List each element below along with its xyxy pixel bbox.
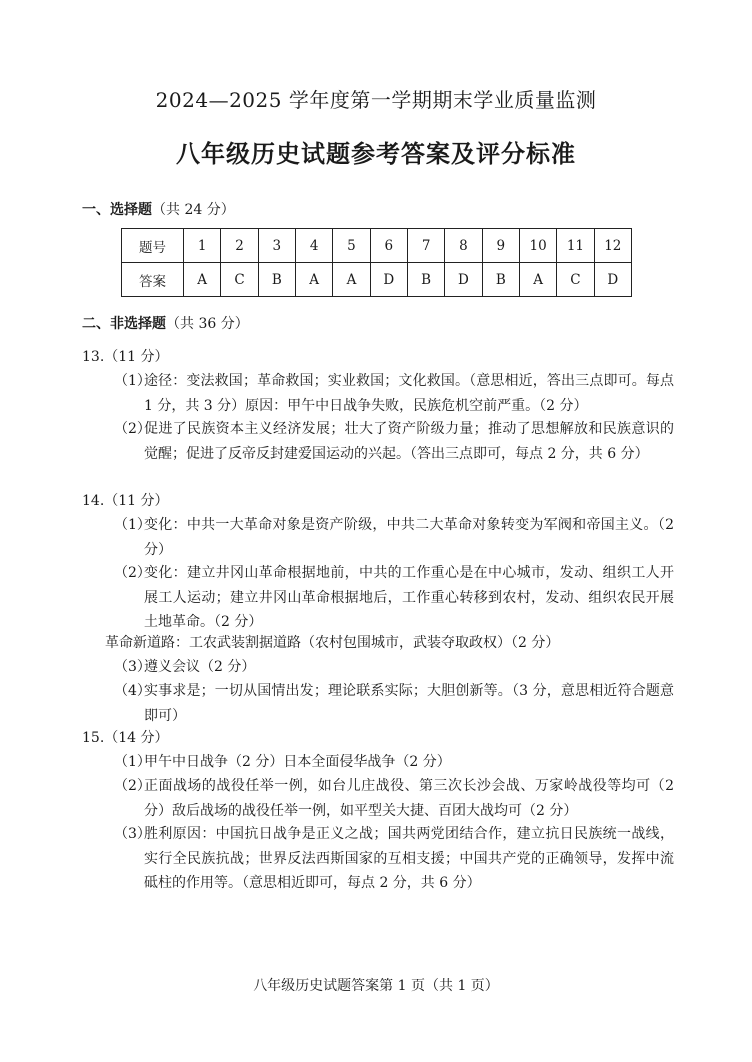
item-text: 实事求是；一切从国情出发；理论联系实际；大胆创新等。（3 分，意思相近符合题意即可） bbox=[144, 683, 674, 724]
table-cell: C bbox=[557, 263, 594, 297]
item-text: 遵义会议（2 分） bbox=[144, 659, 256, 675]
item-text: 甲午中日战争（2 分）日本全面侵华战争（2 分） bbox=[144, 754, 451, 770]
item-number: （2） bbox=[114, 778, 151, 794]
q14-new-road: 革命新道路：工农武装割据道路（农村包围城市，武装夺取政权）（2 分） bbox=[105, 635, 560, 651]
table-cell: A bbox=[333, 263, 370, 297]
table-cell: 6 bbox=[370, 229, 407, 263]
section-score: （共 36 分） bbox=[166, 316, 249, 332]
section-heading-text: 二、非选择题 bbox=[82, 316, 166, 332]
item-number: （3） bbox=[114, 826, 151, 842]
page-footer: 八年级历史试题答案第 1 页（共 1 页） bbox=[253, 978, 499, 994]
item-number: （1） bbox=[114, 754, 151, 770]
q14-item-2 bbox=[114, 561, 674, 635]
table-cell: A bbox=[184, 263, 221, 297]
table-cell: 5 bbox=[333, 229, 370, 263]
table-cell: B bbox=[258, 263, 295, 297]
question-14-label: 14.（11 分） bbox=[82, 493, 169, 509]
item-text: 促进了民族资本主义经济发展；壮大了资产阶级力量；推动了思想解放和民族意识的觉醒；促进了反帝反封建爱国运动的兴起。（答出三点即可，每点 2 分，共 6 分） bbox=[144, 421, 674, 462]
table-cell: 10 bbox=[519, 229, 556, 263]
item-number: （4） bbox=[114, 683, 151, 699]
table-cell: 2 bbox=[221, 229, 258, 263]
row-header: 答案 bbox=[122, 263, 184, 297]
table-cell: B bbox=[407, 263, 444, 297]
item-number: （2） bbox=[114, 421, 151, 437]
item-number: （3） bbox=[114, 659, 151, 675]
section-heading-text: 一、选择题 bbox=[82, 202, 152, 218]
item-text: 变化：中共一大革命对象是资产阶级，中共二大革命对象转变为军阀和帝国主义。（2 分） bbox=[144, 517, 674, 558]
item-number: （2） bbox=[114, 565, 151, 581]
table-row-answers bbox=[122, 263, 632, 297]
table-cell: D bbox=[594, 263, 631, 297]
question-15-label: 15.（14 分） bbox=[82, 730, 169, 746]
table-cell: 3 bbox=[258, 229, 295, 263]
q14-item-1 bbox=[114, 513, 674, 562]
item-number: （1） bbox=[114, 517, 151, 533]
table-cell: 7 bbox=[407, 229, 444, 263]
row-header: 题号 bbox=[122, 229, 184, 263]
table-cell: 1 bbox=[184, 229, 221, 263]
table-cell: D bbox=[370, 263, 407, 297]
q15-item-2 bbox=[114, 774, 674, 823]
q14-item-3 bbox=[114, 655, 674, 680]
table-cell: 9 bbox=[482, 229, 519, 263]
q15-item-1 bbox=[114, 750, 674, 775]
q13-item-1 bbox=[114, 369, 674, 418]
table-cell: 8 bbox=[445, 229, 482, 263]
table-cell: 4 bbox=[295, 229, 332, 263]
table-cell: 11 bbox=[557, 229, 594, 263]
section-score: （共 24 分） bbox=[152, 202, 235, 218]
q13-item-2 bbox=[114, 417, 674, 466]
table-cell: D bbox=[445, 263, 482, 297]
q14-item-4 bbox=[114, 679, 674, 728]
table-cell: A bbox=[519, 263, 556, 297]
table-cell: 12 bbox=[594, 229, 631, 263]
exam-period-title: 2024—2025 学年度第一学期期末学业质量监测 bbox=[155, 88, 597, 112]
answer-table bbox=[121, 228, 632, 297]
section-heading-nonchoice bbox=[82, 313, 249, 333]
item-text: 途径：变法救国；革命救国；实业救国；文化救国。（意思相近，答出三点即可。每点 1 分，共 3 分）原因：甲午中日战争失败，民族危机空前严重。（2 分） bbox=[144, 373, 674, 414]
item-text: 正面战场的战役任举一例，如台儿庄战役、第三次长沙会战、万家岭战役等均可（2 分）敌后战场的战役任举一例，如平型关大捷、百团大战均可（2 分） bbox=[144, 778, 674, 819]
table-cell: C bbox=[221, 263, 258, 297]
item-number: （1） bbox=[114, 373, 151, 389]
table-cell: B bbox=[482, 263, 519, 297]
q15-item-3 bbox=[114, 822, 674, 896]
page-title: 八年级历史试题参考答案及评分标准 bbox=[176, 139, 576, 168]
table-cell: A bbox=[295, 263, 332, 297]
question-13-label: 13.（11 分） bbox=[82, 349, 169, 365]
item-text: 变化：建立井冈山革命根据地前，中共的工作重心是在中心城市，发动、组织工人开展工人运动；建立井冈山革命根据地后，工作重心转移到农村，发动、组织农民开展土地革命。（2 分） bbox=[144, 565, 674, 630]
table-row-question-numbers bbox=[122, 229, 632, 263]
section-heading-choice bbox=[82, 199, 235, 219]
item-text: 胜利原因：中国抗日战争是正义之战；国共两党团结合作，建立抗日民族统一战线，实行全民族抗战；世界反法西斯国家的互相支援；中国共产党的正确领导，发挥中流砥柱的作用等。（意思相近即可，每点 2 分，共 6 分） bbox=[144, 826, 674, 891]
